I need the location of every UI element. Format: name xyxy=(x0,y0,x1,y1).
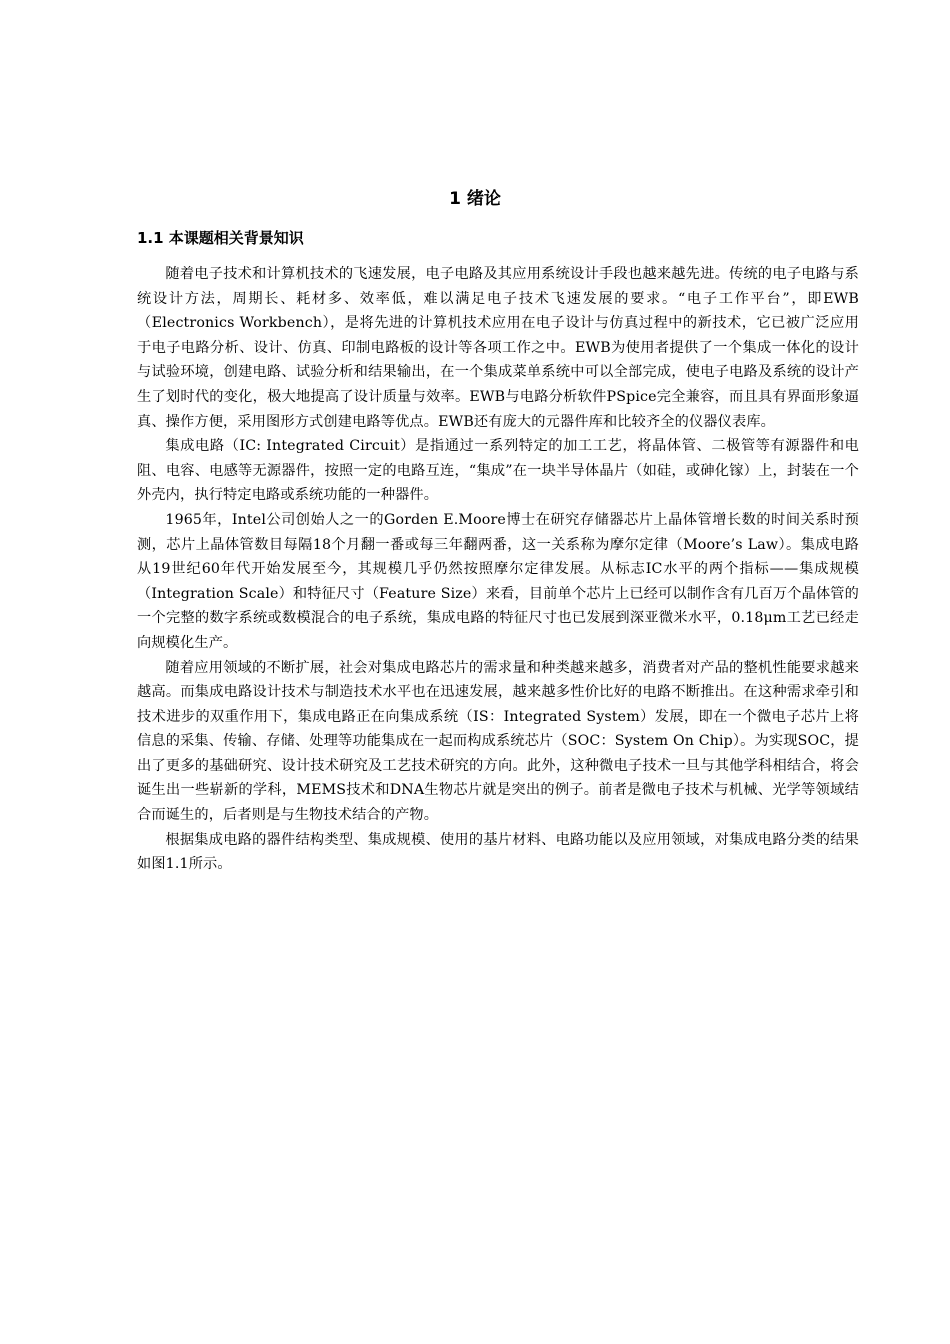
paragraph-soc: 随着应用领域的不断扩展，社会对集成电路芯片的需求量和种类越来越多，消费者对产品的整机性能要求越来越高。而集成电路设计技术与制造技术水平也在迅速发展，越来越多性价比好的电路不断推出。在这种需求牵引和技术进步的双重作用下，集成电路正在向集成系统（IS：Integrated System）发展，即在一个微电子芯片上将信息的采集、传输、存储、处理等功能集成在一起而构成系统芯片（SOC：System On Chip）。为实现SOC，提出了更多的基础研究、设计技术研究及工艺技术研究的方向。此外，这种微电子技术一旦与其他学科相结合，将会诞生出一些崭新的学科，MEMS技术和DNA生物芯片就是突出的例子。前者是微电子技术与机械、光学等领域结合而诞生的，后者则是与生物技术结合的产物。 xyxy=(137,659,859,824)
paragraph-ewb: 随着电子技术和计算机技术的飞速发展，电子电路及其应用系统设计手段也越来越先进。传统的电子电路与系统设计方法，周期长、耗材多、效率低，难以满足电子技术飞速发展的要求。“电子工作平台”，即EWB（Electronics Workbench），是将先进的计算机技术应用在电子设计与仿真过程中的新技术，它已被广泛应用于电子电路分析、设计、仿真、印制电路板的设计等各项工作之中。EWB为使用者提供了一个集成一体化的设计与试验环境，创建电路、试验分析和结果输出，在一个集成菜单系统中可以全部完成，使电子电路及系统的设计产生了划时代的变化，极大地提高了设计质量与效率。EWB与电路分析软件PSpice完全兼容，而且具有界面形象逼真、操作方便，采用图形方式创建电路等优点。EWB还有庞大的元器件库和比较齐全的仪器仪表库。 xyxy=(137,266,859,430)
paragraph-ic-definition: 集成电路（IC: Integrated Circuit）是指通过一系列特定的加工工艺，将晶体管、二极管等有源器件和电阻、电容、电感等无源器件，按照一定的电路互连，“集成”在一块半导体晶片（如硅，或砷化镓）上，封装在一个外壳内，执行特定电路或系统功能的一种器件。 xyxy=(137,438,859,504)
body-text xyxy=(137,262,859,877)
paragraph-classification: 根据集成电路的器件结构类型、集成规模、使用的基片材料、电路功能以及应用领域，对集成电路分类的结果如图1.1所示。 xyxy=(137,831,859,873)
paragraph-moores-law: 1965年，Intel公司创始人之一的Gorden E.Moore博士在研究存储器芯片上晶体管增长数的时间关系时预测，芯片上晶体管数目每隔18个月翻一番或每三年翻两番，这一关系称为摩尔定律（Moore’s Law）。集成电路从19世纪60年代开始发展至今，其规模几乎仍然按照摩尔定律发展。从标志IC水平的两个指标——集成规模（Integration Scale）和特征尺寸（Feature Size）来看，目前单个芯片上已经可以制作含有几百万个晶体管的一个完整的数字系统或数模混合的电子系统，集成电路的特征尺寸也已发展到深亚微米水平，0.18μm工艺已经走向规模化生产。 xyxy=(137,511,859,651)
section-title: 1.1 本课题相关背景知识 xyxy=(137,229,304,247)
chapter-title: 1 绪论 xyxy=(449,189,501,209)
